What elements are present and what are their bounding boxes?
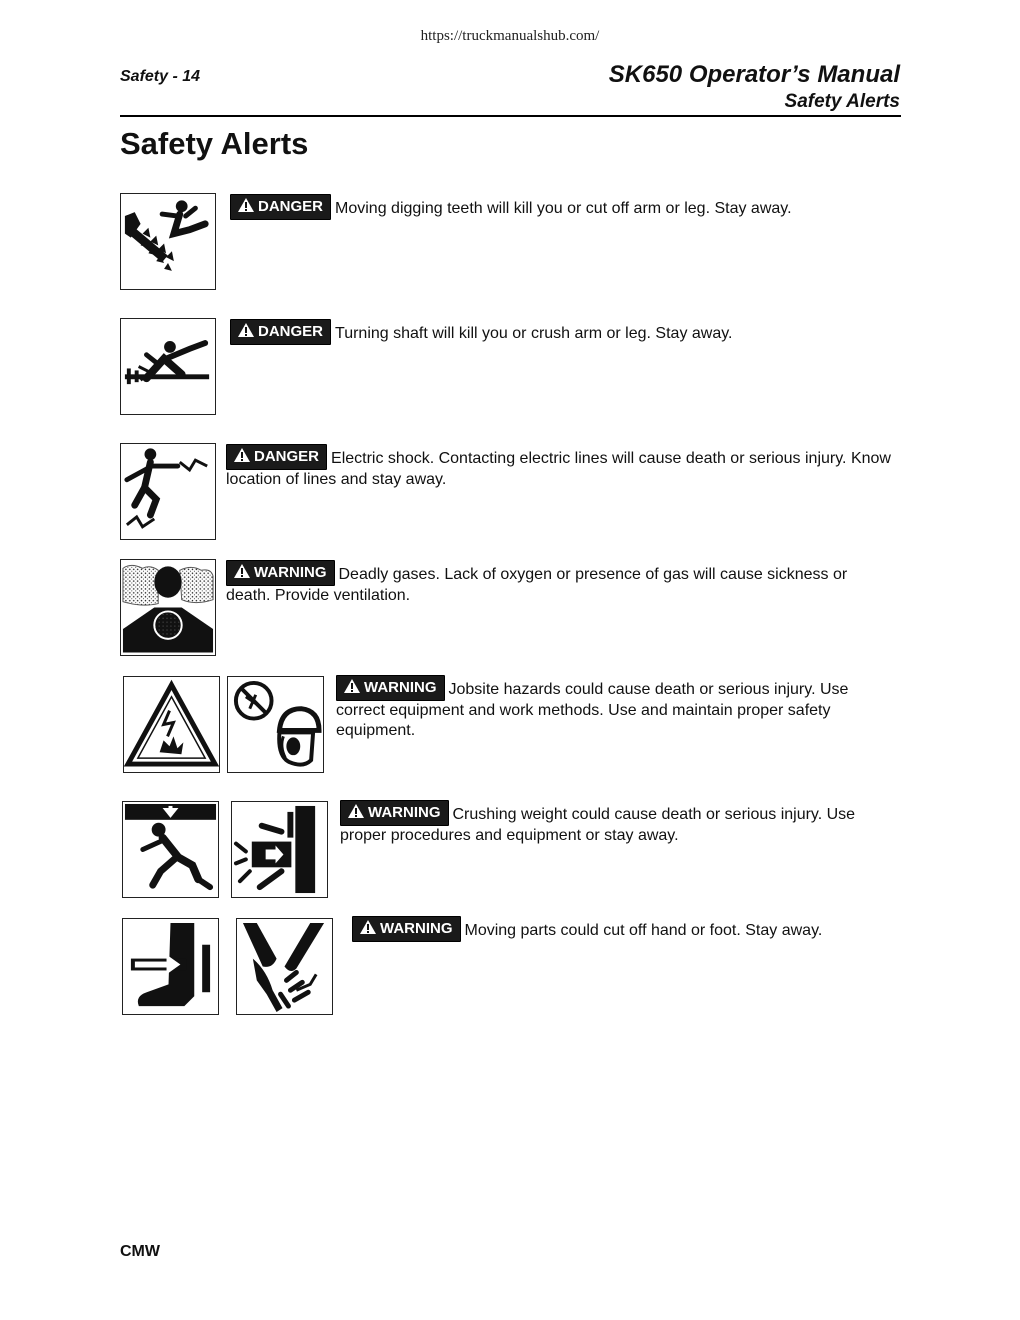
alert-turning-shaft bbox=[230, 319, 890, 345]
alert-text: Moving parts could cut off hand or foot. Stay away. bbox=[464, 922, 823, 939]
jobsite-hazard-triangle-icon bbox=[123, 676, 220, 773]
alert-text: Moving digging teeth will kill you or cut off arm or leg. Stay away. bbox=[335, 200, 792, 217]
alert-text: Electric shock. Contacting electric lines will cause death or serious injury. Know location of lines and stay away. bbox=[226, 450, 891, 488]
warning-triangle-icon bbox=[343, 678, 361, 694]
alert-text: Deadly gases. Lack of oxygen or presence of gas will cause sickness or death. Provide ventilation. bbox=[226, 566, 848, 604]
warning-triangle-icon bbox=[237, 197, 255, 213]
warning-badge bbox=[352, 916, 461, 942]
deadly-gases-icon bbox=[120, 559, 216, 656]
hand-cutting-icon bbox=[236, 918, 333, 1015]
warning-triangle-icon bbox=[233, 447, 251, 463]
page-footer: CMW bbox=[120, 1243, 160, 1260]
danger-badge bbox=[226, 444, 327, 470]
page-reference: Safety - 14 bbox=[120, 68, 201, 85]
alert-level: WARNING bbox=[380, 920, 453, 937]
alert-moving-digging-teeth bbox=[230, 194, 890, 220]
alert-level: WARNING bbox=[254, 564, 327, 581]
section-name: Safety Alerts bbox=[784, 91, 900, 112]
warning-badge bbox=[340, 800, 449, 826]
alert-level: DANGER bbox=[258, 323, 324, 340]
header-rule bbox=[120, 115, 901, 117]
alert-deadly-gases bbox=[226, 560, 896, 606]
electric-shock-icon bbox=[120, 443, 216, 540]
warning-badge bbox=[336, 675, 445, 701]
alert-level: DANGER bbox=[258, 198, 324, 215]
crushing-pinch-icon bbox=[231, 801, 328, 898]
alert-level: WARNING bbox=[364, 679, 437, 696]
crushing-weight-icon bbox=[122, 801, 219, 898]
alert-text: Jobsite hazards could cause death or serious injury. Use correct equipment and work methods. Use and maintain proper safety equipment. bbox=[336, 681, 849, 739]
running-header bbox=[609, 60, 900, 114]
alert-text: Crushing weight could cause death or serious injury. Use proper procedures and equipment or stay away. bbox=[340, 806, 856, 844]
danger-badge bbox=[230, 319, 331, 345]
alert-crushing-weight bbox=[340, 800, 890, 846]
digging-teeth-icon bbox=[120, 193, 216, 290]
alert-electric-shock bbox=[226, 444, 896, 490]
warning-triangle-icon bbox=[233, 563, 251, 579]
foot-cutting-icon bbox=[122, 918, 219, 1015]
turning-shaft-icon bbox=[120, 318, 216, 415]
manual-title: SK650 Operator’s Manual bbox=[608, 61, 900, 88]
alert-text: Turning shaft will kill you or crush arm or leg. Stay away. bbox=[335, 325, 733, 342]
warning-triangle-icon bbox=[359, 919, 377, 935]
alert-level: WARNING bbox=[368, 804, 441, 821]
warning-triangle-icon bbox=[237, 322, 255, 338]
alert-level: DANGER bbox=[254, 448, 320, 465]
alert-moving-parts bbox=[352, 916, 892, 942]
alert-jobsite-hazards bbox=[336, 675, 886, 741]
page-title: Safety Alerts bbox=[120, 126, 309, 161]
safety-equipment-icon bbox=[227, 676, 324, 773]
source-url: https://truckmanualshub.com/ bbox=[420, 28, 600, 44]
warning-badge bbox=[226, 560, 335, 586]
danger-badge bbox=[230, 194, 331, 220]
warning-triangle-icon bbox=[347, 803, 365, 819]
